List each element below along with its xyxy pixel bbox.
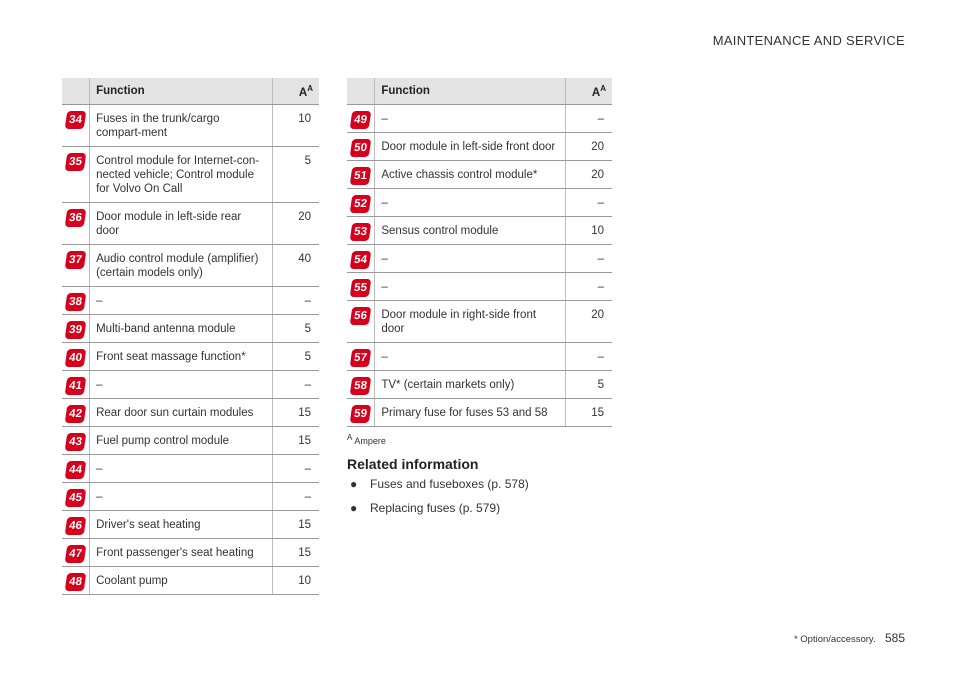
fuse-number-cell [62,567,90,595]
function-cell: – [90,371,273,399]
fuse-number-cell [347,343,375,371]
related-link-text[interactable]: Fuses and fuseboxes (p. 578) [370,477,529,491]
amperage-cell: 20 [565,161,612,189]
fuse-number-badge: 53 [350,223,372,241]
function-cell: Driver's seat heating [90,511,273,539]
fuse-number-cell [347,161,375,189]
amperage-cell: 15 [273,399,319,427]
section-title: MAINTENANCE AND SERVICE [712,33,905,48]
amperage-cell: 15 [273,427,319,455]
fuse-number-badge: 47 [65,545,87,563]
table-row [62,147,319,203]
fuse-number-cell [347,273,375,301]
fuse-number-badge: 37 [65,251,87,269]
amperage-cell: 15 [565,399,612,427]
amperage-cell: – [565,105,612,133]
amperage-cell: 5 [565,371,612,399]
function-cell: TV* (certain markets only) [375,371,565,399]
fuse-number-badge: 35 [65,153,87,171]
table-row [347,133,612,161]
fuse-number-badge: 43 [65,433,87,451]
fuse-number-cell [62,315,90,343]
table-row [62,343,319,371]
function-cell: – [90,287,273,315]
table-row [62,245,319,287]
function-cell: Multi-band antenna module [90,315,273,343]
fuse-number-badge: 38 [65,293,87,311]
fuse-number-badge: 39 [65,321,87,339]
fuse-number-cell [62,343,90,371]
amperage-cell: – [273,483,319,511]
amperage-cell: 10 [565,217,612,245]
table-row [62,511,319,539]
function-column-header: Function [375,78,565,105]
fuse-number-cell [347,245,375,273]
amperage-cell: 5 [273,147,319,203]
fuse-number-badge: 59 [350,405,372,423]
fuse-number-badge: 58 [350,377,372,395]
bullet-icon: ● [350,477,358,491]
fuse-number-badge: 54 [350,251,372,269]
table-row [62,539,319,567]
amperage-cell: 15 [273,511,319,539]
fuse-number-cell [347,105,375,133]
number-column-header [347,78,375,105]
fuse-number-cell [347,399,375,427]
fuse-number-badge: 42 [65,405,87,423]
function-cell: Fuel pump control module [90,427,273,455]
amperage-cell: 5 [273,315,319,343]
table-row [62,105,319,147]
amperage-cell: – [565,245,612,273]
amperage-cell: 20 [565,133,612,161]
fuse-number-cell [62,371,90,399]
bullet-icon: ● [350,501,358,515]
function-cell: Door module in right-side front door [375,301,565,343]
fuse-number-badge: 41 [65,377,87,395]
fuse-number-cell [62,105,90,147]
table-row [62,483,319,511]
amperage-cell: – [565,343,612,371]
amperage-cell: 15 [273,539,319,567]
function-cell: Coolant pump [90,567,273,595]
amp-label: A [298,86,308,99]
fuse-number-badge: 56 [350,307,372,325]
fuse-number-badge: 55 [350,279,372,297]
table-row [62,371,319,399]
related-information-heading: Related information [347,456,479,472]
table-header-row [62,78,319,105]
table-row [62,203,319,245]
amperage-cell: 10 [273,567,319,595]
function-cell: – [375,245,565,273]
amp-footnote-marker: A [307,83,313,93]
function-cell: Front passenger's seat heating [90,539,273,567]
function-cell: – [375,189,565,217]
amperage-cell: 20 [273,203,319,245]
function-cell: – [90,455,273,483]
page-footer [794,631,905,645]
fuse-number-badge: 50 [350,139,372,157]
amperage-cell: – [565,189,612,217]
function-cell: – [375,105,565,133]
function-cell: Active chassis control module* [375,161,565,189]
table-row [347,161,612,189]
table-row [347,273,612,301]
amp-label: A [591,86,601,99]
amperage-cell: 10 [273,105,319,147]
table-row [347,301,612,343]
amp-column-header [565,78,612,105]
fuse-number-cell [62,427,90,455]
fuse-number-badge: 45 [65,489,87,507]
fuse-number-badge: 48 [65,573,87,591]
table-footnote [347,433,386,446]
function-cell: Rear door sun curtain modules [90,399,273,427]
amperage-cell: – [273,455,319,483]
fuse-table-right [347,78,612,427]
related-link[interactable] [347,475,529,493]
fuse-number-badge: 36 [65,209,87,227]
fuse-number-badge: 52 [350,195,372,213]
function-cell: Door module in left-side front door [375,133,565,161]
fuse-number-cell [62,245,90,287]
amperage-cell: 20 [565,301,612,343]
fuse-number-cell [62,455,90,483]
page-number: 585 [884,631,905,645]
related-link-text[interactable]: Replacing fuses (p. 579) [370,501,501,515]
amperage-cell: 40 [273,245,319,287]
fuse-number-cell [62,511,90,539]
table-row [62,455,319,483]
function-cell: Primary fuse for fuses 53 and 58 [375,399,565,427]
table-row [347,217,612,245]
fuse-number-cell [347,133,375,161]
fuse-number-badge: 40 [65,349,87,367]
table-row [62,427,319,455]
fuse-number-badge: 49 [350,111,372,129]
function-cell: Sensus control module [375,217,565,245]
table-row [347,371,612,399]
fuse-number-cell [347,371,375,399]
function-cell: – [375,273,565,301]
table-header-row [347,78,612,105]
fuse-number-badge: 51 [350,167,372,185]
related-link[interactable] [347,499,529,517]
fuse-number-cell [62,147,90,203]
table-row [62,567,319,595]
amperage-cell: – [565,273,612,301]
function-cell: – [375,343,565,371]
table-row [347,399,612,427]
amperage-cell: – [273,371,319,399]
fuse-number-cell [347,189,375,217]
function-cell: Fuses in the trunk/cargo compart-ment [90,105,273,147]
fuse-number-cell [62,483,90,511]
table-row [347,343,612,371]
fuse-number-badge: 44 [65,461,87,479]
fuse-number-cell [62,399,90,427]
table-row [62,287,319,315]
amp-column-header [273,78,319,105]
function-cell: Audio control module (amplifier) (certain models only) [90,245,273,287]
fuse-number-badge: 57 [350,349,372,367]
amperage-cell: – [273,287,319,315]
footnote-marker: A [347,433,353,442]
fuse-number-cell [62,539,90,567]
table-row [347,245,612,273]
fuse-number-badge: 46 [65,517,87,535]
fuse-number-cell [347,217,375,245]
amp-footnote-marker: A [600,83,606,93]
function-column-header: Function [90,78,273,105]
table-row [62,315,319,343]
fuse-number-badge: 34 [65,111,87,129]
footnote-text: Ampere [354,436,386,446]
number-column-header [62,78,90,105]
fuse-table-left [62,78,319,595]
fuse-number-cell [62,203,90,245]
function-cell: – [90,483,273,511]
related-information-list [347,475,529,523]
function-cell: Control module for Internet-con-nected vehicle; Control module for Volvo On Call [90,147,273,203]
option-accessory-note: * Option/accessory. [793,634,876,645]
fuse-number-cell [62,287,90,315]
fuse-number-cell [347,301,375,343]
table-row [347,189,612,217]
amperage-cell: 5 [273,343,319,371]
table-row [347,105,612,133]
function-cell: Door module in left-side rear door [90,203,273,245]
function-cell: Front seat massage function* [90,343,273,371]
table-row [62,399,319,427]
